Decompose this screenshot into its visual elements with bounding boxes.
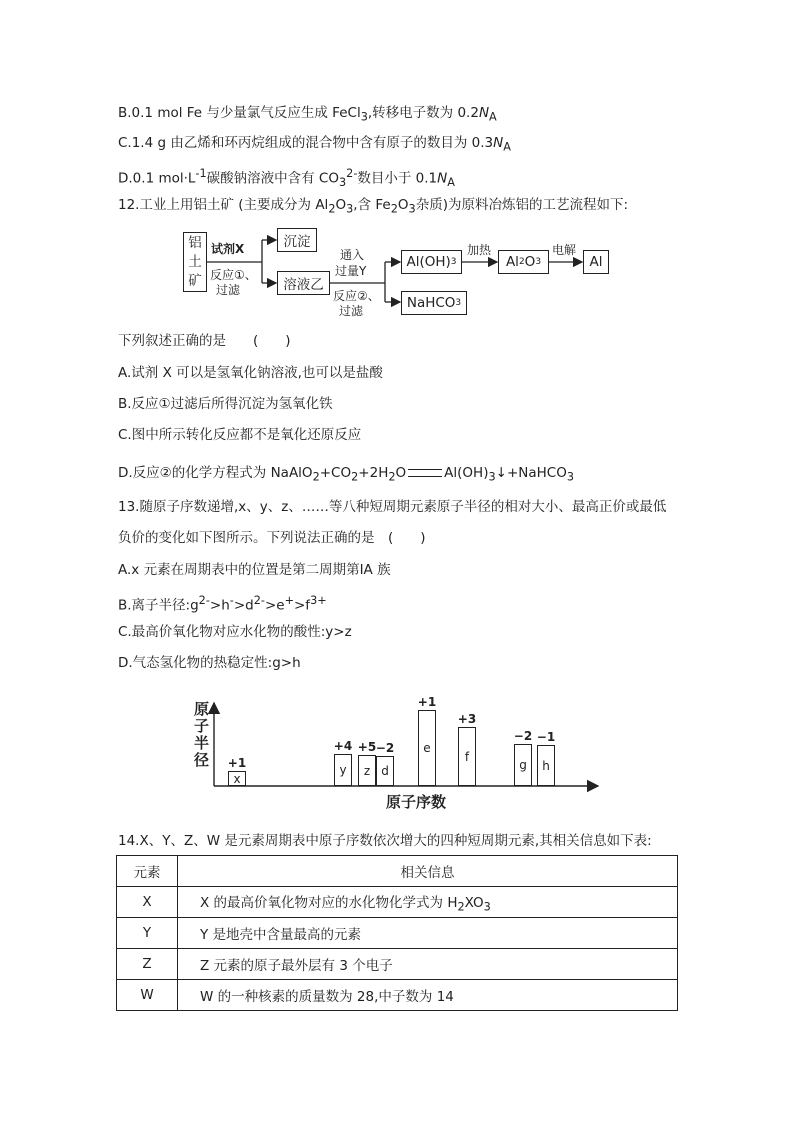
question-12-stem: 12.工业上用铝土矿 (主要成分为 $Al_2O_3$,含 $Fe_2O_3$杂质)为原料冶炼铝的工艺流程如下:: [118, 197, 629, 216]
sodium-bicarbonate-box: NaHCO 3: [401, 291, 467, 315]
atomic-radius-chart: [190, 695, 610, 815]
question-14-stem: 14.X、Y、Z、W 是元素周期表中原子序数依次增大的四种短周期元素,其相关信息如下表:: [118, 833, 652, 849]
bar-y: [334, 754, 352, 786]
solution-b-box: 溶液乙: [277, 271, 330, 295]
question-13-stem-line1: 13.随原子序数递增,x、y、z、……等八种短周期元素原子半径的相对大小、最高正价或最低: [118, 499, 667, 515]
bar-d: [376, 756, 394, 786]
bar-e: [418, 710, 436, 786]
option-11b: B.0.1 mol Fe 与少量氯气反应生成 FeCl$_3$,转移电子数为 $0.2N_A$: [118, 105, 497, 124]
flow-arrows: [0, 0, 794, 330]
element-cell: Z: [117, 949, 178, 980]
reaction2-label: 反应②、: [333, 289, 380, 303]
option-11d: D.0.1 $mol\cdot L^{-1}$碳酸钠溶液中含有 $CO_3^{2-}$数目小于 $0.1N_A$: [118, 167, 455, 190]
element-cell: X: [117, 887, 178, 918]
bar-x: [228, 771, 246, 786]
element-cell: W: [117, 980, 178, 1011]
valence-label-g: −2: [513, 729, 533, 743]
valence-label-z: +5: [357, 740, 377, 754]
valence-label-x: +1: [227, 756, 247, 770]
valence-label-d: −2: [375, 741, 395, 755]
table-row: [117, 918, 678, 949]
bauxite-box: 铝 土 矿: [183, 232, 207, 292]
element-cell: Y: [117, 918, 178, 949]
bar-label-x: x: [233, 771, 241, 786]
table-header-info: 相关信息: [178, 856, 678, 887]
aluminum-box: Al: [583, 250, 609, 274]
option-13d: D.气态氢化物的热稳定性:g>h: [118, 655, 301, 671]
bar-h: [537, 745, 555, 786]
option-11c: C.1.4 g 由乙烯和环丙烷组成的混合物中含有原子的数目为 $0.3N_A$: [118, 135, 511, 154]
valence-label-e: +1: [417, 695, 437, 709]
heat-label: 加热: [467, 243, 492, 257]
option-12b: B.反应①过滤后所得沉淀为氢氧化铁: [118, 396, 333, 412]
precipitate-box: 沉淀: [277, 228, 317, 252]
question-13-stem-line2: 负价的变化如下图所示。下列说法正确的是 ( ): [118, 530, 426, 546]
option-13c: C.最高价氧化物对应水化物的酸性:y>z: [118, 624, 352, 640]
bar-label-f: f: [464, 749, 470, 764]
table-header-row: [117, 856, 678, 887]
bar-label-h: h: [542, 758, 550, 773]
table-header-element: 元素: [117, 856, 178, 887]
x-axis-label: 原子序数: [386, 793, 447, 811]
info-cell: Y 是地壳中含量最高的元素: [178, 918, 678, 949]
y-axis-label: 原子半径: [194, 700, 210, 769]
filter1-label: 过滤: [216, 283, 241, 297]
valence-label-h: −1: [536, 730, 556, 744]
info-cell: X 的最高价氧化物对应的水化物化学式为 $H_2XO_3$: [178, 887, 678, 918]
bar-label-d: d: [381, 764, 389, 778]
equals-sign: [408, 469, 442, 477]
option-12d: D.反应②的化学方程式为 $NaAlO_2+CO_2+2H_2O$ $Al(OH)_3↓+NaHCO_3$: [118, 465, 575, 484]
alumina-box: Al 2 O 3: [498, 250, 549, 274]
bar-g: [514, 744, 532, 786]
bar-z: [358, 755, 376, 786]
option-13a: A.x 元素在周期表中的位置是第二周期第ⅠA 族: [118, 562, 391, 578]
process-flow-diagram: [0, 0, 794, 330]
bar-label-y: y: [339, 763, 347, 777]
option-12c: C.图中所示转化反应都不是氧化还原反应: [118, 427, 362, 443]
reagent-x-label: 试剂X: [211, 242, 245, 256]
valence-label-y: +4: [333, 739, 353, 753]
info-cell: W 的一种核素的质量数为 28,中子数为 14: [178, 980, 678, 1011]
element-info-table: [116, 855, 678, 1011]
option-12a: A.试剂 X 可以是氢氧化钠溶液,也可以是盐酸: [118, 365, 383, 381]
option-13b: B.离子半径$:g^{2-}>h^->d^{2-}>e^+>f^{3+}$: [118, 594, 327, 614]
pass-in-label: 通入: [340, 248, 365, 262]
question-12-prompt: 下列叙述正确的是 ( ): [118, 333, 291, 349]
bar-label-e: e: [423, 741, 431, 755]
electrolysis-label: 电解: [552, 243, 577, 257]
table-row: [117, 949, 678, 980]
reaction1-label: 反应①、: [210, 268, 257, 282]
bar-label-g: g: [519, 758, 527, 772]
bar-f: [458, 727, 476, 786]
valence-label-f: +3: [457, 712, 477, 726]
excess-y-label: 过量Y: [335, 264, 367, 278]
bar-label-z: z: [363, 763, 371, 778]
table-row: [117, 980, 678, 1011]
filter2-label: 过滤: [339, 304, 364, 318]
table-row: [117, 887, 678, 918]
aluminum-hydroxide-box: Al(OH) 3: [401, 250, 462, 274]
info-cell: Z 元素的原子最外层有 3 个电子: [178, 949, 678, 980]
